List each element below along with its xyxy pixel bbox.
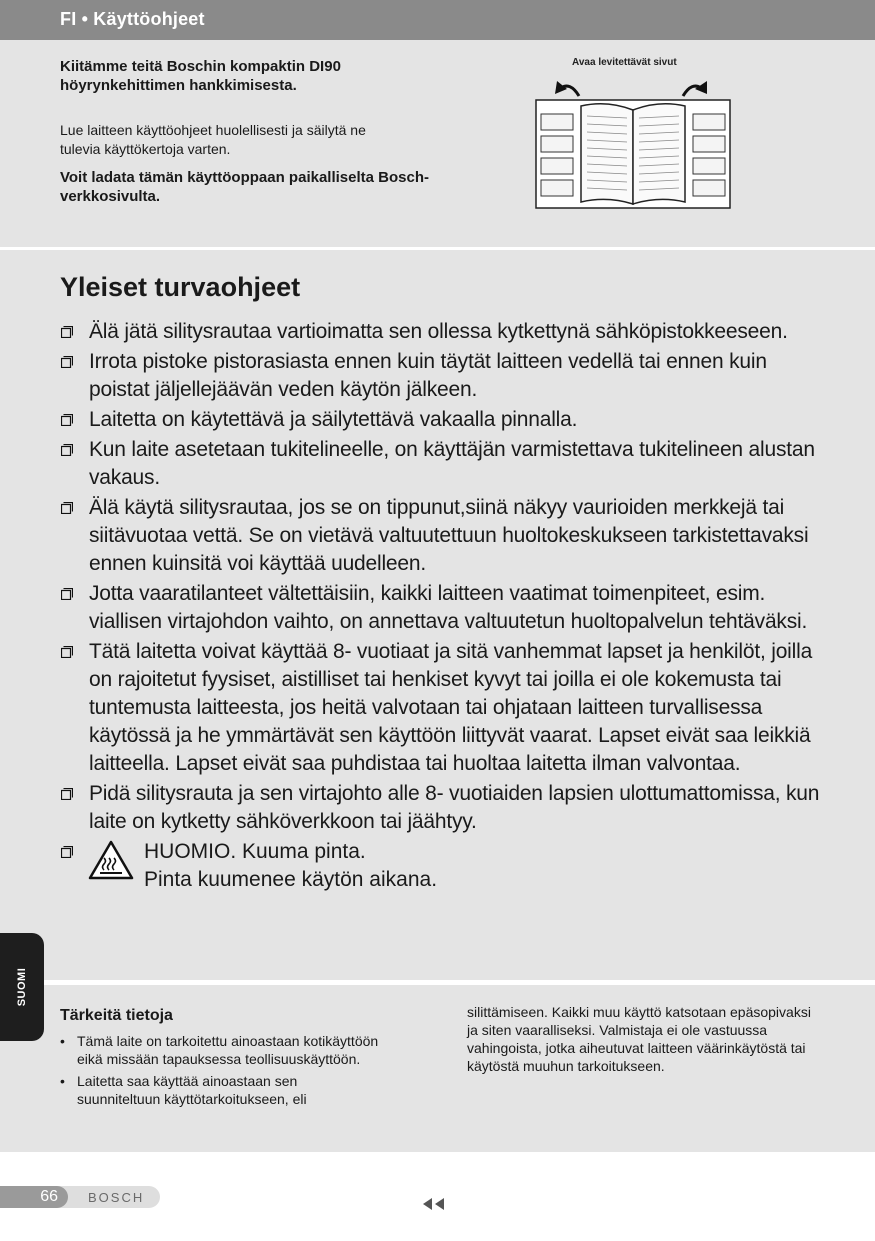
footer	[0, 1186, 160, 1208]
checkbox-icon	[61, 588, 73, 600]
list-item	[60, 494, 820, 578]
safety-item-text: Jotta vaaratilanteet vältettäisiin, kaikki laitteen vaatimat toimenpiteet, esim. viallisen virtajohdon vaihto, on annettava valtuutetun huoltopalvelun tehtäväksi.	[89, 582, 808, 633]
bullet: •	[60, 1033, 65, 1049]
bullet: •	[60, 1073, 65, 1089]
checkbox-icon	[61, 646, 73, 658]
checkbox-icon	[61, 502, 73, 514]
list-item	[60, 780, 820, 836]
intro-panel	[0, 40, 875, 247]
safety-title: Yleiset turvaohjeet	[60, 272, 301, 302]
list-item	[60, 436, 820, 492]
safety-item-text: Laitetta on käytettävä ja säilytettävä vakaalla pinnalla.	[89, 408, 578, 431]
safety-panel	[0, 250, 875, 980]
list-item	[60, 638, 820, 778]
safety-list	[60, 318, 820, 896]
intro-read-instructions: Lue laitteen käyttöohjeet huolellisesti ja säilytä ne tulevia käyttökertoja varten.	[60, 122, 366, 157]
safety-item-text: Irrota pistoke pistorasiasta ennen kuin täytät laitteen vedellä tai ennen kuin poistat jäljellejäävän veden käytön jälkeen.	[89, 350, 767, 401]
info-list	[60, 1032, 380, 1112]
checkbox-icon	[61, 846, 73, 858]
safety-item-text: Älä käytä silitysrautaa, jos se on tippunut,siinä näkyy vaurioiden merkkejä tai siitävuotaa vettä. Se on vietävä valtuutettuun huoltokeskukseen tarkistettavaksi ennen kuinsitä voi käyttää uudelleen.	[89, 496, 809, 575]
checkbox-icon	[61, 788, 73, 800]
hot-surface-warning-icon	[88, 840, 134, 880]
safety-item-text: Tätä laitetta voivat käyttää 8- vuotiaat ja sitä vanhemmat lapset ja henkilöt, joilla on rajoitetut fyysiset, aistilliset tai henkiset kyvyt tai joilla ei ole kokemusta tai tuntemusta laitteesta, jos heitä valvotaan tai ohjataan laitteen turvallisessa käytössä ja he ymmärtävät sen käyttöön liittyvät vaarat. Lapset eivät saa leikkiä laitteella. Lapset eivät saa puhdistaa tai huoltaa laitetta ilman valvontaa.	[89, 640, 813, 775]
fold-out-label: Avaa levitettävät sivut	[572, 57, 677, 68]
checkbox-icon	[61, 414, 73, 426]
info-title: Tärkeitä tietoja	[60, 1007, 173, 1024]
fold-out-pages-icon	[533, 72, 733, 217]
safety-item-text: Pidä silitysrauta ja sen virtajohto alle 8- vuotiaiden lapsien ulottumattomissa, kun laite on kytketty sähköverkkoon tai jäähtyy.	[89, 782, 820, 833]
warning-text: Pinta kuumenee käytön aikana.	[144, 868, 438, 891]
info-continuation: silittämiseen. Kaikki muu käyttö katsotaan epäsopivaksi ja siten vaaralliseksi. Valmistaja ei ole vastuussa vahingoista, jotka aiheutuvat laitteen väärinkäytöstä tai käytöstä muuhun tarkoitukseen.	[467, 1004, 811, 1074]
list-item	[60, 580, 820, 636]
checkbox-icon	[61, 326, 73, 338]
info-panel	[0, 985, 875, 1152]
list-item	[60, 348, 820, 404]
info-item-text: Tämä laite on tarkoitettu ainoastaan kotikäyttöön eikä missään tapauksessa teollisuuskäyttöön.	[77, 1033, 379, 1067]
warning-title: HUOMIO. Kuuma pinta.	[144, 840, 366, 863]
list-item	[60, 318, 820, 346]
header-title: FI • Käyttöohjeet	[60, 9, 205, 29]
info-item-text: Laitetta saa käyttää ainoastaan sen suunniteltuun käyttötarkoitukseen, eli	[77, 1073, 307, 1107]
warning-text-block	[144, 838, 437, 894]
safety-item-text: Älä jätä silitysrautaa vartioimatta sen ollessa kytkettynä sähköpistokkeeseen.	[89, 320, 788, 343]
list-item	[60, 1072, 380, 1108]
checkbox-icon	[61, 356, 73, 368]
language-tab	[0, 933, 44, 1041]
safety-item-text: Kun laite asetetaan tukitelineelle, on käyttäjän varmistettava tukitelineen alustan vakaus.	[89, 438, 815, 489]
list-item-warning	[60, 838, 820, 896]
language-tab-label: SUOMI	[16, 967, 28, 1007]
list-item	[60, 1032, 380, 1068]
page-number: 66	[0, 1186, 68, 1208]
brand-logo: BOSCH	[88, 1190, 145, 1205]
checkbox-icon	[61, 444, 73, 456]
list-item	[60, 406, 820, 434]
page-header	[0, 0, 875, 40]
previous-page-icon[interactable]	[422, 1197, 446, 1215]
intro-thanks: Kiitämme teitä Boschin kompaktin DI90 höyrynkehittimen hankkimisesta.	[60, 58, 341, 94]
intro-download: Voit ladata tämän käyttöoppaan paikalliselta Bosch-verkkosivulta.	[60, 169, 429, 205]
